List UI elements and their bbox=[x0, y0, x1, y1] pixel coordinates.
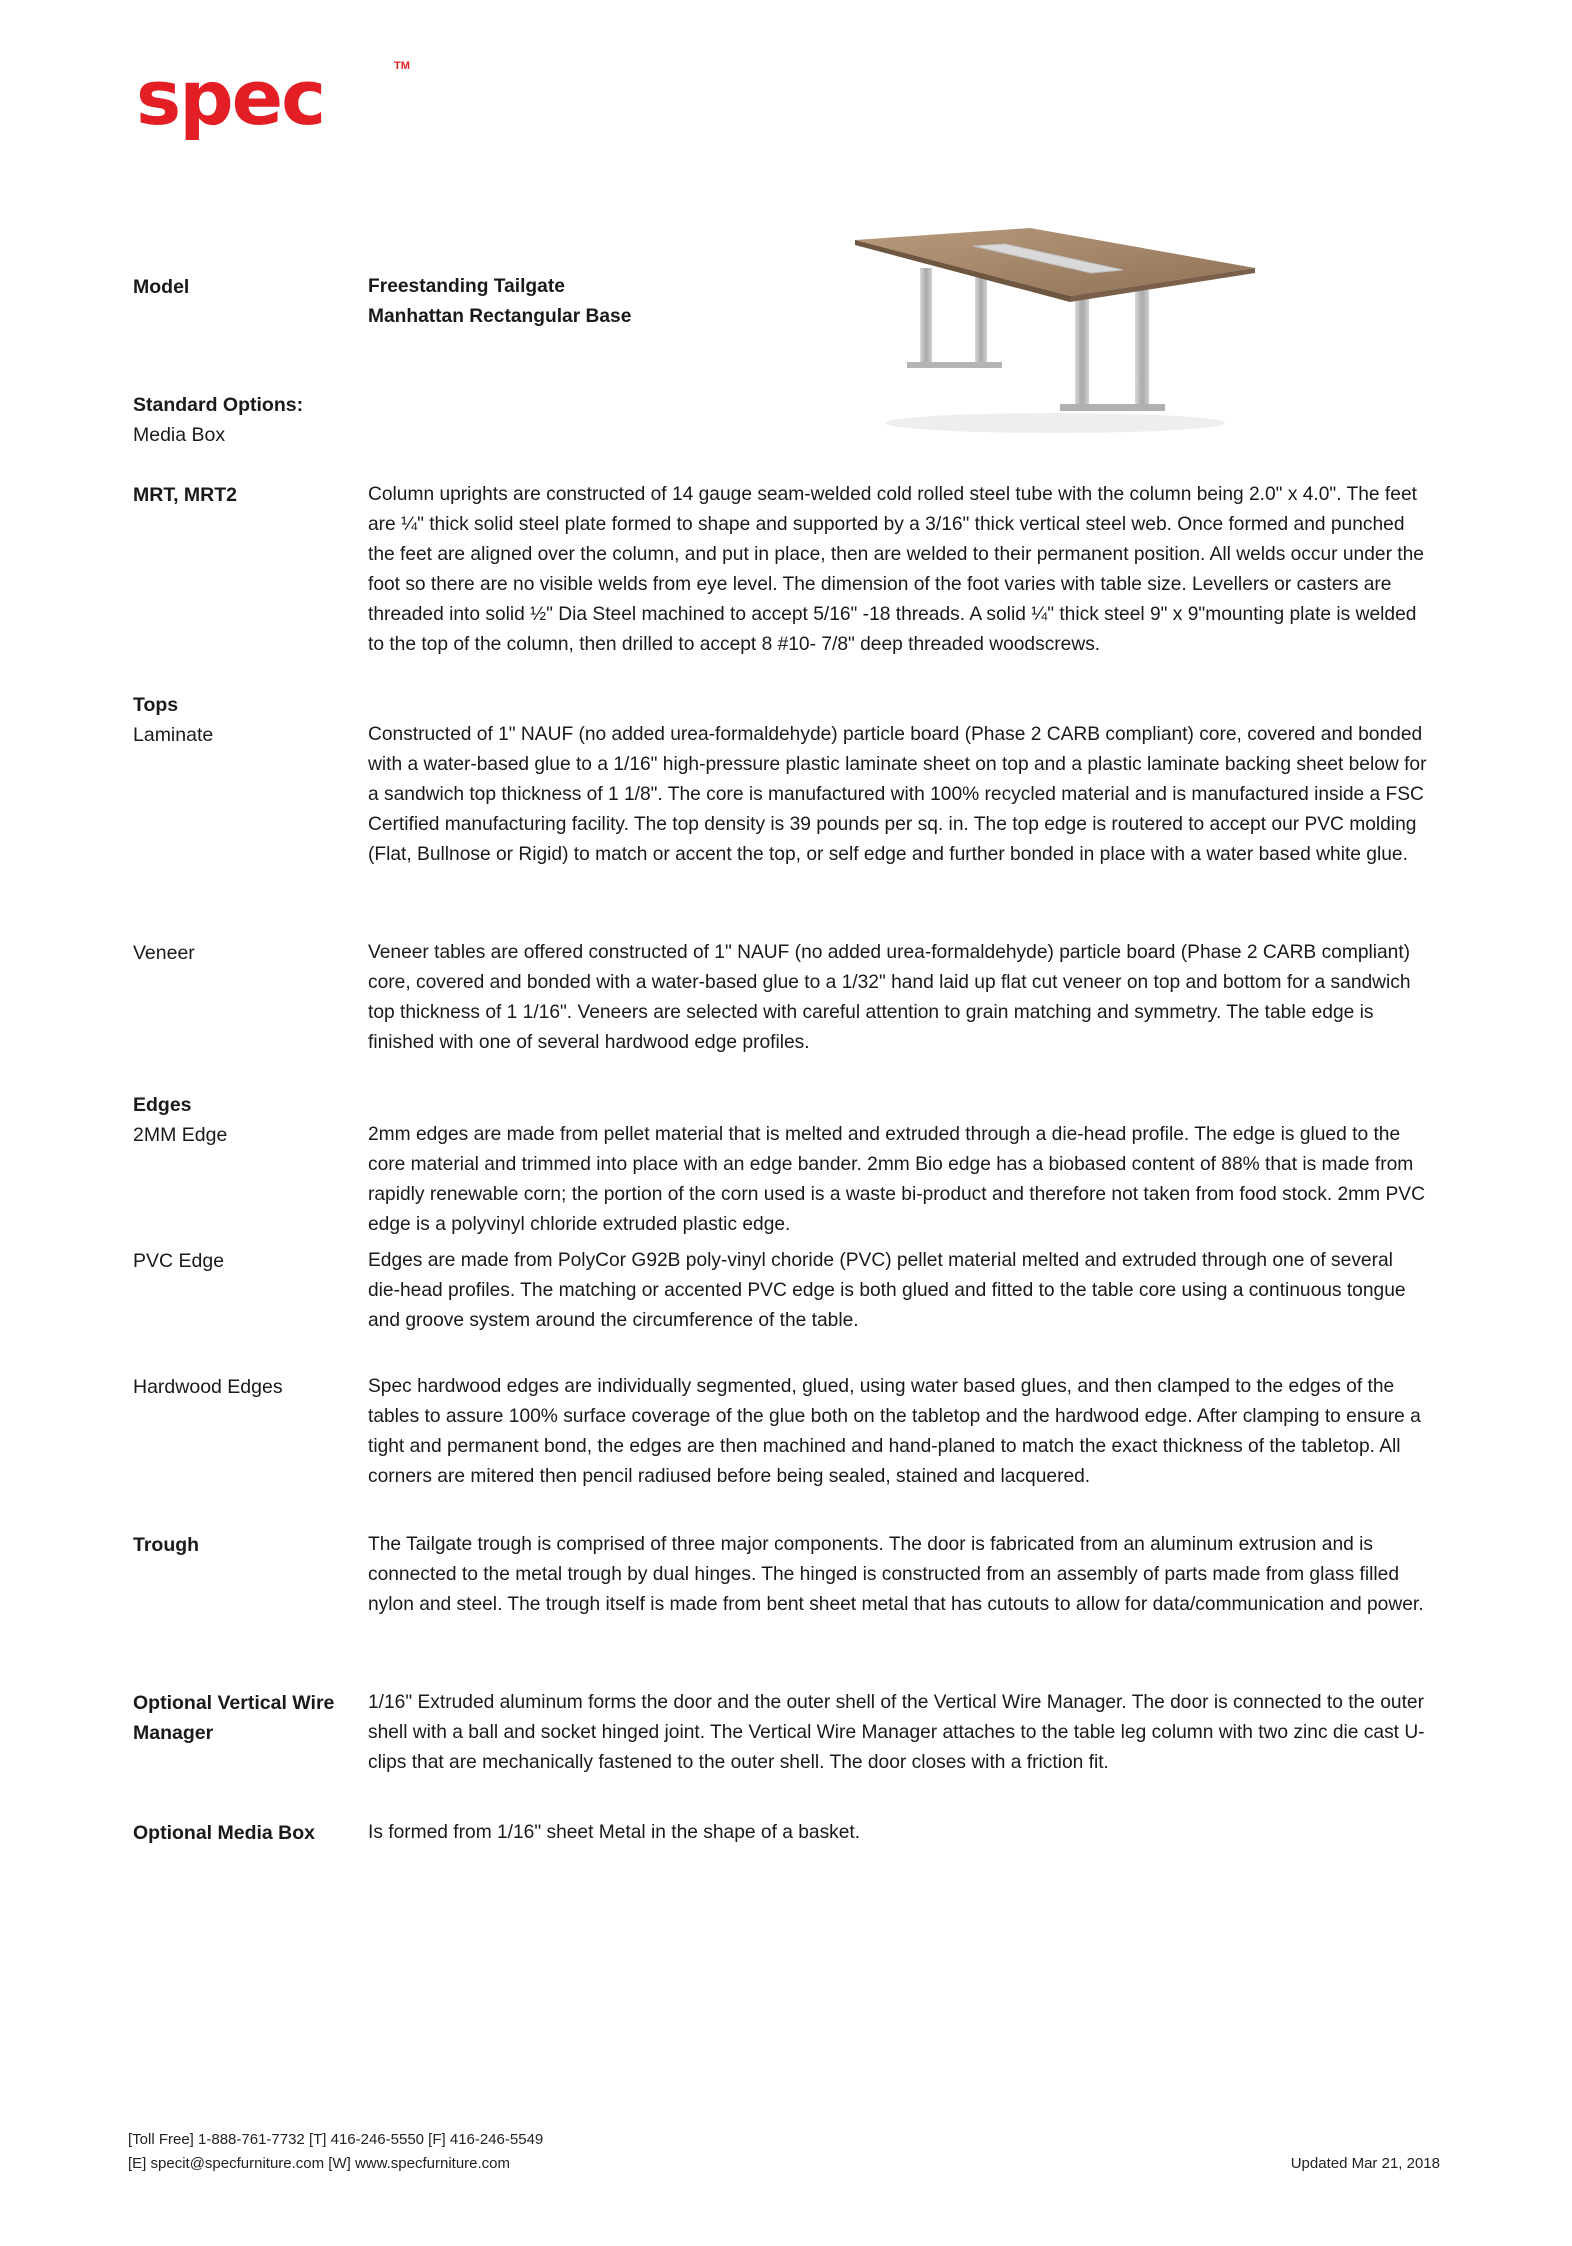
logo-trademark: TM bbox=[394, 60, 410, 72]
mrt-label: MRT, MRT2 bbox=[133, 484, 237, 506]
table-product-image bbox=[855, 228, 1255, 438]
2mm-edge-description: 2mm edges are made from pellet material that is melted and extruded through a die-head profile. The edge is glued to the core material and trimmed into place with an edge bander. 2mm Bio edge has a biobased content of 88% that is made from rapidly renewable corn; the portion of the corn used is a waste bi-product and therefore not taken from food stock. 2mm PVC edge is a polyvinyl chloride extruded plastic edge. bbox=[368, 1124, 1425, 1235]
standard-options-label: Standard Options: bbox=[133, 394, 304, 416]
vertical-wire-manager-label: Optional Vertical Wire Manager bbox=[133, 1692, 335, 1744]
logo-wordmark: spec bbox=[136, 53, 325, 142]
pvc-edge-description: Edges are made from PolyCor G92B poly-vinyl choride (PVC) pellet material melted and extruded through one of several die-head profiles. The matching or accented PVC edge is both glued and fitted to the table core using a continuous tongue and groove system around the circumference of the table. bbox=[368, 1250, 1406, 1331]
veneer-description: Veneer tables are offered constructed of 1" NAUF (no added urea-formaldehyde) particle board (Phase 2 CARB compliant) core, covered and bonded with a water-based glue to a 1/32" hand laid up flat cut veneer on top and bottom for a sandwich top thickness of 1 1/16". Veneers are selected with careful attention to grain matching and symmetry. The table edge is finished with one of several hardwood edge profiles. bbox=[368, 942, 1411, 1053]
footer-web-line: [E] specit@specfurniture.com [W] www.specfurniture.com bbox=[128, 2155, 511, 2172]
pvc-edge-label: PVC Edge bbox=[133, 1250, 225, 1272]
contact-footer bbox=[128, 2128, 543, 2176]
model-label: Model bbox=[133, 276, 190, 298]
standard-options-value: Media Box bbox=[133, 424, 226, 446]
trough-description: The Tailgate trough is comprised of three major components. The door is fabricated from an aluminum extrusion and is connected to the metal trough by dual hinges. The hinged is constructed from an assembly of parts made from glass filled nylon and steel. The trough itself is made from bent sheet metal that has cutouts to allow for data/communication and power. bbox=[368, 1534, 1424, 1615]
tops-heading: Tops bbox=[133, 694, 179, 716]
mrt-description: Column uprights are constructed of 14 gauge seam-welded cold rolled steel tube with the column being 2.0" x 4.0". The feet are ¼" thick solid steel plate formed to shape and supported by a 3/16" thick vertical steel web. Once formed and punched the feet are aligned over the column, and put in place, then are welded to their permanent position. All welds occur under the foot so there are no visible welds from eye level. The dimension of the foot varies with table size. Levellers or casters are threaded into solid ½" Dia Steel machined to accept 5/16" -18 threads. A solid ¼" thick steel 9" x 9"mounting plate is welded to the top of the column, then drilled to accept 8 #10- 7/8" deep threaded woodscrews. bbox=[368, 484, 1424, 655]
laminate-description: Constructed of 1" NAUF (no added urea-formaldehyde) particle board (Phase 2 CARB compliant) core, covered and bonded with a water-based glue to a 1/16" high-pressure plastic laminate sheet on top and a plastic laminate backing sheet below for a sandwich top thickness of 1 1/8". The core is manufactured with 100% recycled material and is manufactured inside a FSC Certified manufacturing facility. The top density is 39 pounds per sq. in. The top edge is routered to accept our PVC molding (Flat, Bullnose or Rigid) to match or accent the top, or self edge and further bonded in place with a water based white glue. bbox=[368, 724, 1427, 865]
laminate-label: Laminate bbox=[133, 724, 214, 746]
veneer-label: Veneer bbox=[133, 942, 195, 964]
hardwood-edges-label: Hardwood Edges bbox=[133, 1376, 283, 1398]
trough-label: Trough bbox=[133, 1534, 200, 1556]
2mm-edge-label: 2MM Edge bbox=[133, 1124, 228, 1146]
media-box-description: Is formed from 1/16" sheet Metal in the shape of a basket. bbox=[368, 1822, 861, 1843]
updated-date: Updated Mar 21, 2018 bbox=[1290, 2155, 1440, 2172]
footer-phone-line: [Toll Free] 1-888-761-7732 [T] 416-246-5550 [F] 416-246-5549 bbox=[128, 2131, 544, 2148]
media-box-label: Optional Media Box bbox=[133, 1822, 316, 1844]
spec-logo bbox=[136, 53, 416, 142]
model-name-line1: Freestanding Tailgate bbox=[368, 276, 565, 297]
hardwood-edges-description: Spec hardwood edges are individually segmented, glued, using water based glues, and then clamped to the edges of the tables to assure 100% surface coverage of the glue both on the tabletop and the hardwood edge. After clamping to ensure a tight and permanent bond, the edges are then machined and hand-planed to match the exact thickness of the tabletop. All corners are mitered then pencil radiused before being sealed, stained and lacquered. bbox=[368, 1376, 1421, 1487]
edges-heading: Edges bbox=[133, 1094, 192, 1116]
model-name-line2: Manhattan Rectangular Base bbox=[368, 306, 632, 327]
vertical-wire-manager-description: 1/16" Extruded aluminum forms the door and the outer shell of the Vertical Wire Manager. The door is connected to the outer shell with a ball and socket hinged joint. The Vertical Wire Manager attaches to the table leg column with two zinc die cast U-clips that are mechanically fastened to the outer shell. The door closes with a friction fit. bbox=[368, 1692, 1425, 1773]
